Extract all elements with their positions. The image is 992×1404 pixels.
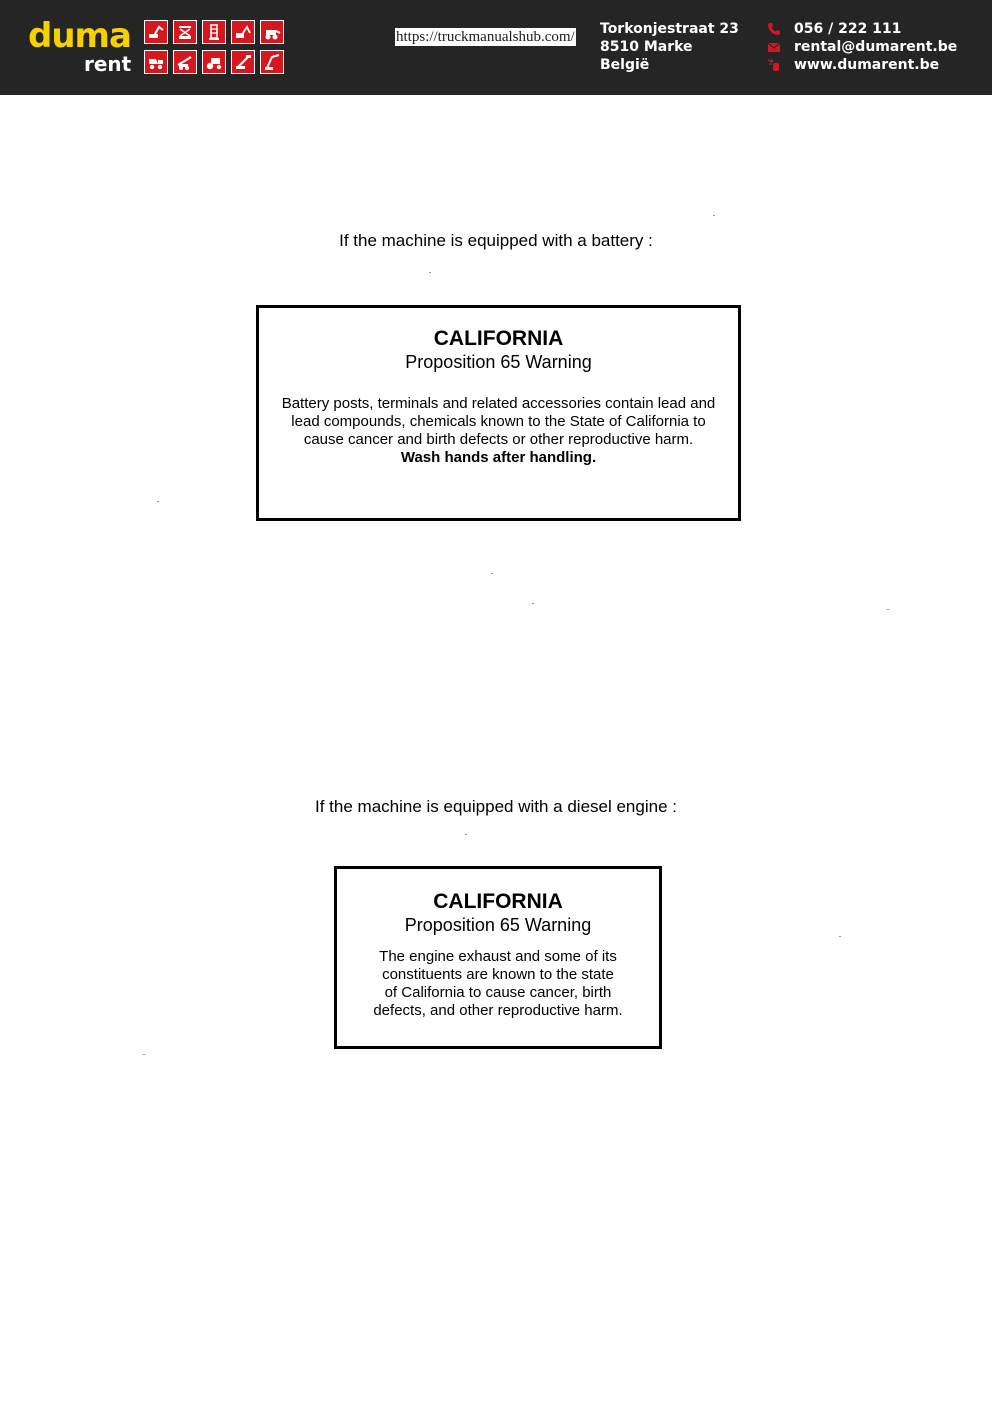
contact-email[interactable] [766, 38, 957, 56]
roller-icon [202, 50, 226, 74]
warning-body [337, 948, 659, 1020]
scan-speck [491, 573, 493, 574]
scan-speck [713, 215, 715, 216]
scissor-lift-icon [173, 20, 197, 44]
contact-website[interactable] [766, 56, 957, 74]
scan-speck [157, 501, 159, 502]
header-bar [0, 0, 992, 95]
warning-bold-line: Wash hands after handling. [400, 449, 597, 466]
battery-warning-box [256, 305, 741, 521]
battery-intro-text: If the machine is equipped with a battery : [339, 231, 653, 250]
scan-speck [465, 834, 467, 835]
warning-title: CALIFORNIA [433, 327, 564, 350]
telehandler-icon [173, 50, 197, 74]
excavator-icon [144, 20, 168, 44]
warning-line: cause cancer and birth defects or other reproductive harm. [303, 431, 694, 448]
address-city: 8510 Marke [600, 39, 693, 55]
warning-line: defects, and other reproductive harm. [373, 1002, 623, 1019]
dumarent-logo[interactable] [28, 16, 288, 78]
contact-phone[interactable] [766, 20, 957, 38]
warning-body [259, 395, 738, 467]
address-street: Torkonjestraat 23 [600, 21, 739, 37]
warning-title: CALIFORNIA [433, 890, 563, 913]
dumper-icon [144, 50, 168, 74]
warning-line: lead compounds, chemicals known to the State of California to [291, 413, 706, 430]
email-address: rental@dumarent.be [794, 39, 958, 55]
phone-icon [766, 21, 782, 37]
scan-speck [887, 609, 889, 610]
crane-icon [260, 50, 284, 74]
logo-rent-text: rent [84, 52, 132, 76]
boom-lift-icon [231, 50, 255, 74]
scan-speck [839, 936, 841, 937]
watermark-url[interactable]: https://truckmanualshub.com/ [396, 29, 575, 45]
mast-lift-icon [202, 20, 226, 44]
scan-speck [429, 272, 431, 273]
mouse-pointer-icon [766, 57, 782, 73]
scan-speck [532, 603, 534, 604]
address-country: België [600, 57, 650, 73]
warning-subtitle: Proposition 65 Warning [404, 915, 592, 935]
machine-icon-grid [144, 20, 286, 74]
warning-subtitle: Proposition 65 Warning [405, 352, 592, 372]
company-contact [766, 20, 957, 74]
warning-line: The engine exhaust and some of its [379, 948, 617, 965]
website-url: www.dumarent.be [794, 57, 940, 73]
diesel-intro-text: If the machine is equipped with a diesel engine : [315, 797, 677, 816]
logo-duma-text: duma [28, 16, 131, 56]
mini-excavator-icon [231, 20, 255, 44]
warning-line: Battery posts, terminals and related accessories contain lead and [281, 395, 716, 412]
diesel-warning-box [334, 866, 662, 1049]
warning-line: constituents are known to the state [382, 966, 614, 983]
wheel-loader-icon [260, 20, 284, 44]
company-address [600, 20, 739, 74]
mail-icon [766, 39, 782, 55]
scan-speck [143, 1054, 145, 1055]
warning-line: of California to cause cancer, birth [384, 984, 612, 1001]
phone-number: 056 / 222 111 [794, 21, 902, 37]
